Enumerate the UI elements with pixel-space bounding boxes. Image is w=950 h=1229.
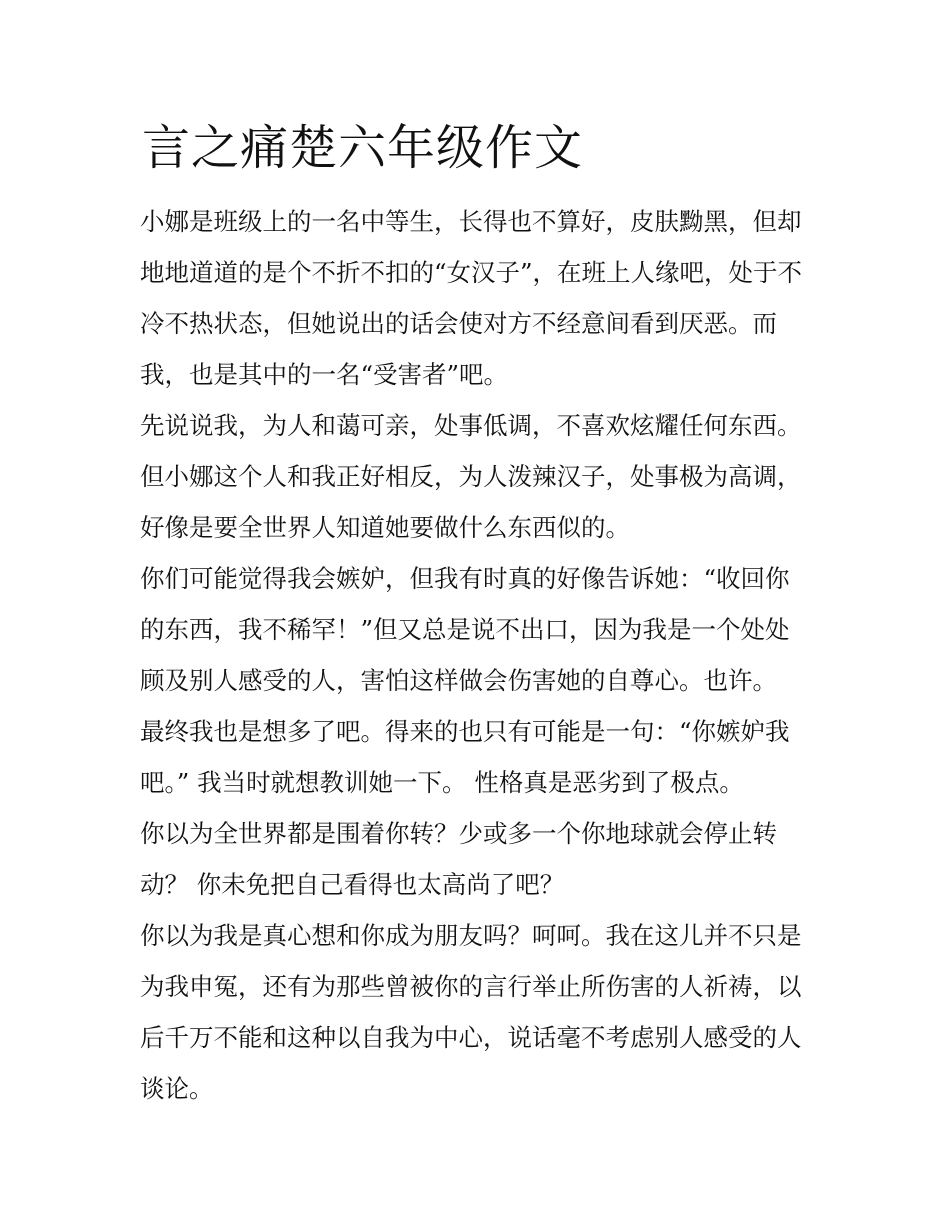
body-line: 先说说我，为人和蔼可亲，处事低调，不喜欢炫耀任何东西。: [140, 411, 802, 440]
body-line: 顾及别人感受的人，害怕这样做会伤害她的自尊心。也许。: [140, 666, 777, 695]
body-line: 我，也是其中的一名“受害者”吧。: [140, 360, 509, 389]
body-line: 冷不热状态，但她说出的话会使对方不经意间看到厌恶。而: [140, 309, 777, 338]
document-body: [140, 196, 820, 1114]
body-line: 你以为我是真心想和你成为朋友吗？呵呵。我在这儿并不只是: [140, 921, 802, 950]
body-line: 好像是要全世界人知道她要做什么东西似的。: [140, 513, 630, 542]
body-line: 的东西，我不稀罕！”但又总是说不出口，因为我是一个处处: [140, 615, 790, 644]
body-line: 最终我也是想多了吧。得来的也只有可能是一句：“你嫉妒我: [140, 717, 790, 746]
body-line: 谈论。: [140, 1074, 214, 1103]
body-line: 你以为全世界都是围着你转？少或多一个你地球就会停止转: [140, 819, 777, 848]
body-line: 小娜是班级上的一名中等生，长得也不算好，皮肤黝黑，但却: [140, 207, 802, 236]
body-line: 你们可能觉得我会嫉妒，但我有时真的好像告诉她：“收回你: [140, 564, 790, 593]
body-line: 吧。” 我当时就想教训她一下。 性格真是恶劣到了极点。: [140, 768, 744, 797]
body-line: 后千万不能和这种以自我为中心，说话毫不考虑别人感受的人: [140, 1023, 802, 1052]
document-title: 言之痛楚六年级作文: [142, 120, 584, 176]
body-line: 地地道道的是个不折不扣的“女汉子”，在班上人缘吧，处于不: [140, 258, 803, 287]
body-line: 为我申冤，还有为那些曾被你的言行举止所伤害的人祈祷，以: [140, 972, 802, 1001]
body-line: 但小娜这个人和我正好相反，为人泼辣汉子，处事极为高调，: [140, 462, 802, 491]
body-line: 动？ 你未免把自己看得也太高尚了吧？: [140, 870, 565, 899]
